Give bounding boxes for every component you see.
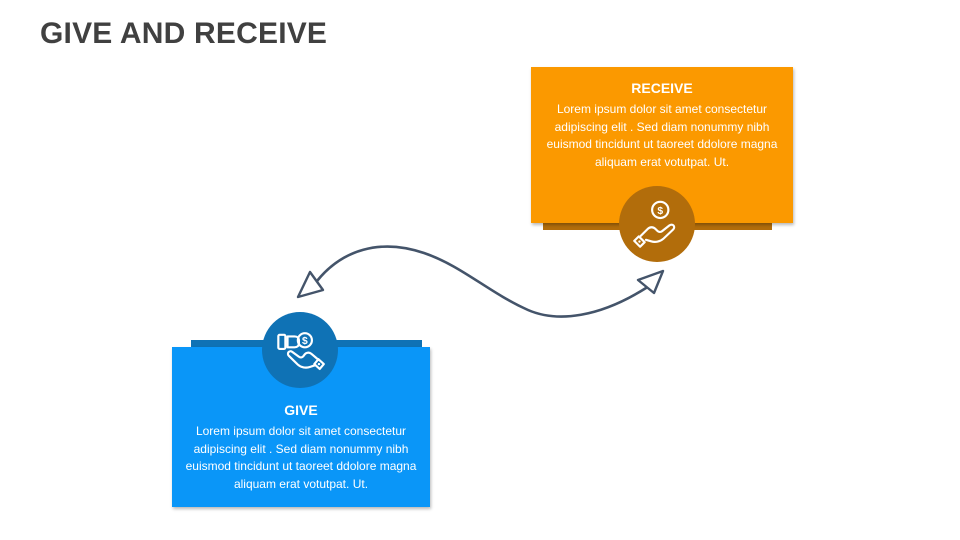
hand-receiving-coin-icon: [631, 198, 683, 250]
receive-card-title: RECEIVE: [631, 80, 693, 96]
arrowhead-left-icon: [298, 272, 323, 297]
svg-text:$: $: [657, 205, 664, 217]
give-icon-circle: [262, 312, 338, 388]
slide-title: GIVE AND RECEIVE: [40, 17, 328, 50]
hand-giving-coin-icon: [274, 324, 326, 376]
receive-icon-circle: [619, 186, 695, 262]
connector-curve: [317, 247, 646, 317]
receive-card-body: Lorem ipsum dolor sit amet consectetur adipiscing elit . Sed diam nonummy nibh euismod tincidunt ut taoreet ddolore magna aliquam erat votutpat. Ut.: [546, 102, 778, 169]
arrowhead-right-icon: [638, 271, 663, 293]
give-card-title: GIVE: [284, 402, 318, 418]
svg-text:$: $: [302, 335, 308, 347]
give-card-body: Lorem ipsum dolor sit amet consectetur adipiscing elit . Sed diam nonummy nibh euismod tincidunt ut taoreet ddolore magna aliquam erat votutpat. Ut.: [185, 424, 417, 491]
